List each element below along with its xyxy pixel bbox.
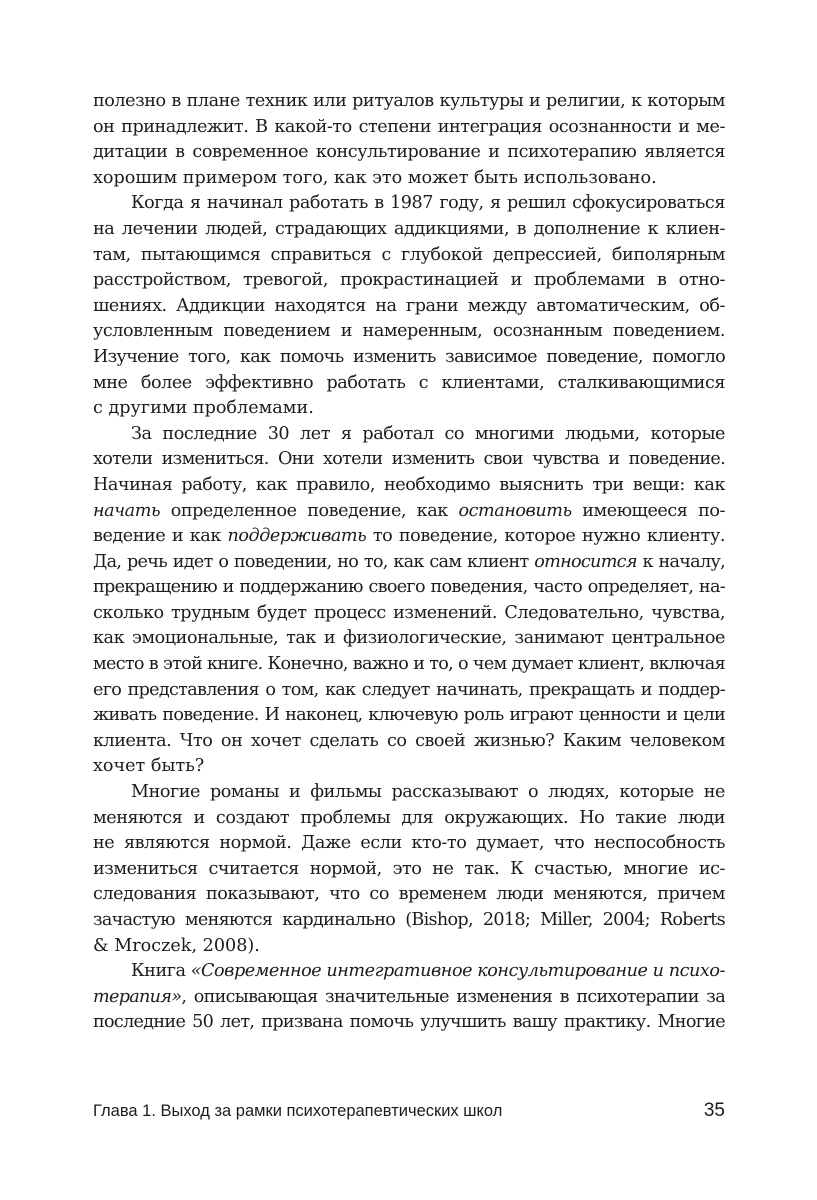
text-line: клиента. Что он хочет сделать со своей жизнью? Каким человеком bbox=[93, 730, 725, 751]
text-line bbox=[93, 499, 725, 525]
text-line bbox=[93, 985, 725, 1011]
text-line: дитации в современное консультирование и психотерапию является bbox=[93, 142, 725, 163]
text-line: Начиная работу, как правило, необходимо выяснить три вещи: как bbox=[93, 474, 725, 495]
text-line bbox=[93, 550, 725, 576]
body-text bbox=[93, 89, 725, 1036]
text-line: хорошим примером того, как это может быть использовано. bbox=[93, 167, 657, 188]
running-chapter-title: Глава 1. Выход за рамки психотерапевтических школ bbox=[93, 1102, 503, 1120]
text-line: меняются и создают проблемы для окружающих. Но такие люди bbox=[93, 807, 725, 828]
text-segment: то поведение, которое нужно клиенту. bbox=[366, 526, 725, 547]
text-line: За последние 30 лет я работал со многими людьми, которые bbox=[131, 423, 725, 444]
text-line: не являются нормой. Даже если кто-то думает, что неспособность bbox=[93, 833, 725, 854]
text-line: как эмоциональные, так и физиологические, занимают центральное bbox=[93, 628, 725, 649]
text-line: зачастую меняются кардинально (Bishop, 2018; Miller, 2004; Roberts bbox=[93, 910, 725, 930]
text-line: на лечении людей, страдающих аддикциями, в дополнение к клиен- bbox=[93, 218, 725, 239]
text-line: мне более эффективно работать с клиентами, сталкивающимися bbox=[93, 372, 725, 393]
italic-emphasis: относится bbox=[534, 551, 637, 572]
text-line: Когда я начинал работать в 1987 году, я решил сфокусироваться bbox=[131, 193, 725, 214]
text-line bbox=[93, 959, 725, 985]
text-line: хотели измениться. Они хотели изменить свои чувства и поведение. bbox=[93, 449, 725, 470]
text-line: следования показывают, что со временем люди меняются, причем bbox=[93, 884, 725, 905]
text-segment: Книга bbox=[131, 961, 191, 982]
text-segment: ведение и как bbox=[93, 526, 228, 547]
text-line: место в этой книге. Конечно, важно и то, о чем думает клиент, включая bbox=[93, 654, 725, 675]
text-line: Многие романы и фильмы рассказывают о людях, которые не bbox=[131, 782, 725, 803]
text-line: живать поведение. И наконец, ключевую роль играют ценности и цели bbox=[93, 705, 725, 726]
text-line: последние 50 лет, призвана помочь улучшить вашу практику. Многие bbox=[93, 1012, 725, 1033]
text-line: его представления о том, как следует начинать, прекращать и поддер- bbox=[93, 679, 725, 700]
text-line: измениться считается нормой, это не так. К счастью, многие ис- bbox=[93, 858, 725, 879]
italic-emphasis: поддерживать bbox=[227, 526, 367, 547]
text-line: & Mroczek, 2008). bbox=[93, 935, 260, 956]
text-line: полезно в плане техник или ритуалов культуры и религии, к которым bbox=[93, 91, 725, 111]
page-footer bbox=[93, 1100, 725, 1126]
text-line: шениях. Аддикции находятся на грани между автоматическим, об- bbox=[93, 295, 725, 316]
text-segment: , описывающая значительные изменения в психотерапии за bbox=[181, 986, 725, 1007]
text-segment: имеющееся по- bbox=[571, 500, 725, 521]
italic-emphasis: «Современное интегративное консультирование и психо- bbox=[190, 961, 725, 982]
text-segment: к началу, bbox=[636, 551, 725, 572]
text-line: Изучение того, как помочь изменить зависимое поведение, помогло bbox=[93, 346, 725, 367]
italic-emphasis: терапия» bbox=[93, 986, 182, 1007]
text-line: там, пытающимся справиться с глубокой депрессией, биполярным bbox=[93, 244, 725, 265]
text-line: сколько трудным будет процесс изменений. Следовательно, чувства, bbox=[93, 602, 725, 623]
text-segment: определенное поведение, как bbox=[160, 500, 459, 521]
text-line: хочет быть? bbox=[93, 756, 205, 777]
text-segment: Да, речь идет о поведении, но то, как сам клиент bbox=[93, 551, 535, 572]
text-line bbox=[93, 524, 725, 550]
italic-emphasis: начать bbox=[93, 500, 161, 521]
italic-emphasis: остановить bbox=[458, 500, 572, 521]
page-number: 35 bbox=[703, 1100, 725, 1121]
text-line: расстройством, тревогой, прокрастинацией и проблемами в отно- bbox=[93, 270, 725, 291]
text-line: с другими проблемами. bbox=[93, 398, 314, 419]
text-line: он принадлежит. В какой-то степени интеграция осознанности и ме- bbox=[93, 116, 725, 137]
text-line: условленным поведением и намеренным, осознанным поведением. bbox=[93, 321, 725, 342]
text-line: прекращению и поддержанию своего поведения, часто определяет, на- bbox=[93, 577, 725, 598]
